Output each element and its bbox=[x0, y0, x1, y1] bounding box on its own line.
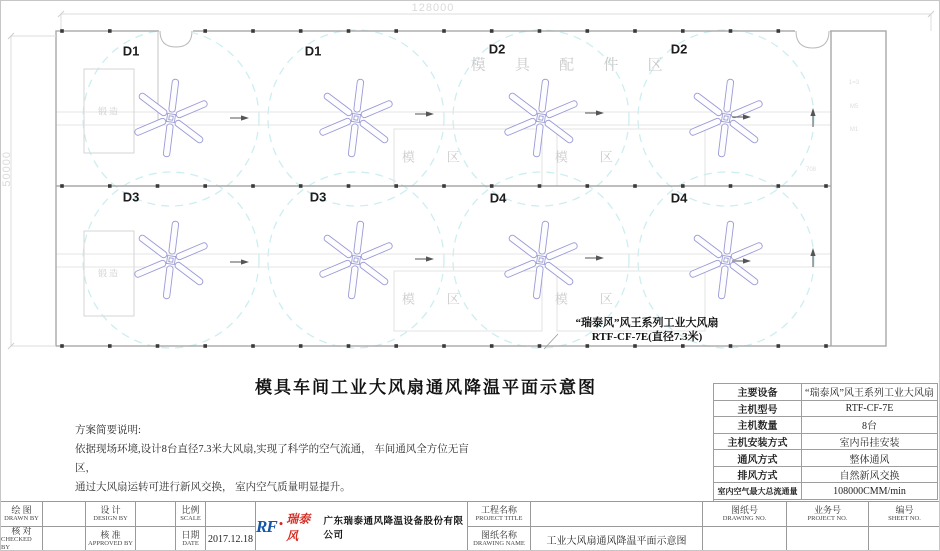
fan-model-annotation bbox=[549, 316, 745, 344]
approved-by-en: APPROVED BY bbox=[88, 540, 133, 547]
fan-label: D3 bbox=[309, 189, 327, 205]
zone-label-mold-area: 模 区 bbox=[554, 149, 628, 165]
drawing-name-zh: 图纸名称 bbox=[480, 530, 517, 540]
spec-row-label: 主要设备 bbox=[714, 384, 802, 401]
spec-row-label: 通风方式 bbox=[714, 450, 802, 467]
sheet-no-zh: 编号 bbox=[895, 505, 914, 515]
description-heading: 方案简要说明: bbox=[75, 425, 141, 436]
logo-dot-icon: • bbox=[278, 515, 284, 531]
scale-value bbox=[206, 502, 256, 527]
sheet-no-en: SHEET NO. bbox=[888, 515, 921, 522]
zone-label-mold-area: 模 区 bbox=[401, 149, 475, 165]
scale-en: SCALE bbox=[180, 515, 201, 522]
drawn-by-zh: 绘 图 bbox=[11, 505, 32, 515]
titleblock-drawing-name bbox=[468, 527, 531, 551]
spec-row-label: 室内空气最大总流通量 bbox=[714, 483, 802, 500]
titleblock-scale bbox=[176, 502, 206, 527]
fan-label: D2 bbox=[488, 41, 506, 57]
fan-label: D3 bbox=[122, 189, 140, 205]
description-line1: 依据现场环境,设计8台直径7.3米大风扇,实现了科学的空气流通， 车间通风全方位无盲区， bbox=[75, 444, 469, 474]
spec-row-value: 8台 bbox=[802, 417, 938, 434]
titleblock-project-title bbox=[468, 502, 531, 527]
faint-label: M5 bbox=[849, 104, 859, 110]
fan-label: D4 bbox=[670, 190, 688, 206]
company-logo-icon: RF bbox=[256, 516, 277, 536]
spec-row-value: 自然新风交换 bbox=[802, 467, 938, 484]
project-title-zh: 工程名称 bbox=[480, 505, 517, 515]
sheet-no-value bbox=[869, 527, 940, 551]
checked-by-zh: 核 对 bbox=[11, 527, 32, 536]
description-line2: 通过大风扇运转可进行新风交换， 室内空气质量明显提升。 bbox=[75, 482, 351, 493]
date-en: DATE bbox=[182, 540, 199, 547]
drawing-no-zh: 图纸号 bbox=[730, 505, 758, 515]
spec-row-label: 主机型号 bbox=[714, 401, 802, 418]
spec-row-value: 室内吊挂安装 bbox=[802, 434, 938, 451]
project-title-value bbox=[531, 502, 703, 527]
project-no-value bbox=[787, 527, 869, 551]
titleblock-approved-by bbox=[86, 527, 136, 551]
spec-row-label: 主机安装方式 bbox=[714, 434, 802, 451]
company-name: 广东瑞泰通风降温设备股份有限公司 bbox=[323, 516, 464, 541]
annotation-line1: “瑞泰风”风王系列工业大风扇 bbox=[575, 317, 719, 329]
titleblock-design-by bbox=[86, 502, 136, 527]
titleblock-checked-by bbox=[1, 527, 43, 551]
drawing-name-en: DRAWING NAME bbox=[473, 540, 525, 547]
drawing-name-value: 工业大风扇通风降温平面示意图 bbox=[531, 527, 703, 551]
drawing-title: 模具车间工业大风扇通风降温平面示意图 bbox=[255, 378, 597, 397]
drawn-by-en: DRAWN BY bbox=[4, 515, 39, 522]
equipment-spec-table bbox=[713, 383, 938, 501]
zone-label-mold-area: 模 区 bbox=[401, 291, 475, 307]
dimension-top-label: 128000 bbox=[411, 2, 455, 14]
spec-row-label: 主机数量 bbox=[714, 417, 802, 434]
drawing-no-en: DRAWING NO. bbox=[722, 515, 767, 522]
project-no-zh: 业务号 bbox=[813, 505, 841, 515]
company-logo-cell bbox=[256, 502, 468, 551]
checked-by-en: CHECKED BY bbox=[1, 536, 32, 551]
fan-label: D1 bbox=[122, 43, 140, 59]
fan-label: D1 bbox=[304, 43, 322, 59]
date-zh: 日期 bbox=[181, 530, 200, 540]
zone-label-forge: 锻造 bbox=[97, 268, 121, 279]
project-title-en: PROJECT TITLE bbox=[475, 515, 523, 522]
design-by-en: DESIGN BY bbox=[93, 515, 128, 522]
scale-zh: 比例 bbox=[181, 505, 200, 515]
faint-label: 708 bbox=[805, 167, 817, 173]
drawn-by-value bbox=[43, 502, 86, 527]
date-value: 2017.12.18 bbox=[206, 527, 256, 551]
approved-by-value bbox=[136, 527, 176, 551]
design-by-zh: 设 计 bbox=[100, 505, 121, 515]
logo-script-text: 瑞泰风 bbox=[286, 511, 311, 543]
fan-label: D2 bbox=[670, 41, 688, 57]
project-no-en: PROJECT NO. bbox=[807, 515, 848, 522]
spec-row-value: RTF-CF-7E bbox=[802, 401, 938, 418]
titleblock-sheet-no bbox=[869, 502, 940, 527]
titleblock-date bbox=[176, 527, 206, 551]
spec-row-label: 排风方式 bbox=[714, 467, 802, 484]
spec-row-value: “瑞泰风”风王系列工业大风扇 bbox=[802, 384, 938, 401]
design-by-value bbox=[136, 502, 176, 527]
drawing-no-value bbox=[703, 527, 787, 551]
titleblock-drawing-no bbox=[703, 502, 787, 527]
faint-label: M1 bbox=[849, 127, 859, 133]
checked-by-value bbox=[43, 527, 86, 551]
fan-label: D4 bbox=[489, 190, 507, 206]
zone-label-forge: 锻造 bbox=[97, 106, 121, 117]
faint-label: 1=3 bbox=[848, 80, 860, 86]
zone-label-mold-area: 模 区 bbox=[554, 291, 628, 307]
plan-description bbox=[75, 421, 487, 497]
title-block bbox=[1, 501, 940, 551]
titleblock-drawn-by bbox=[1, 502, 43, 527]
dimension-left-label: 50000 bbox=[1, 151, 13, 187]
annotation-line2: RTF-CF-7E(直径7.3米) bbox=[591, 331, 703, 343]
spec-row-value: 108000CMM/min bbox=[802, 483, 938, 500]
floor-plan bbox=[1, 1, 940, 376]
approved-by-zh: 核 准 bbox=[100, 530, 121, 540]
spec-row-value: 整体通风 bbox=[802, 450, 938, 467]
zone-label-parts-area: 模 具 配 件 区 bbox=[470, 57, 676, 74]
titleblock-project-no bbox=[787, 502, 869, 527]
